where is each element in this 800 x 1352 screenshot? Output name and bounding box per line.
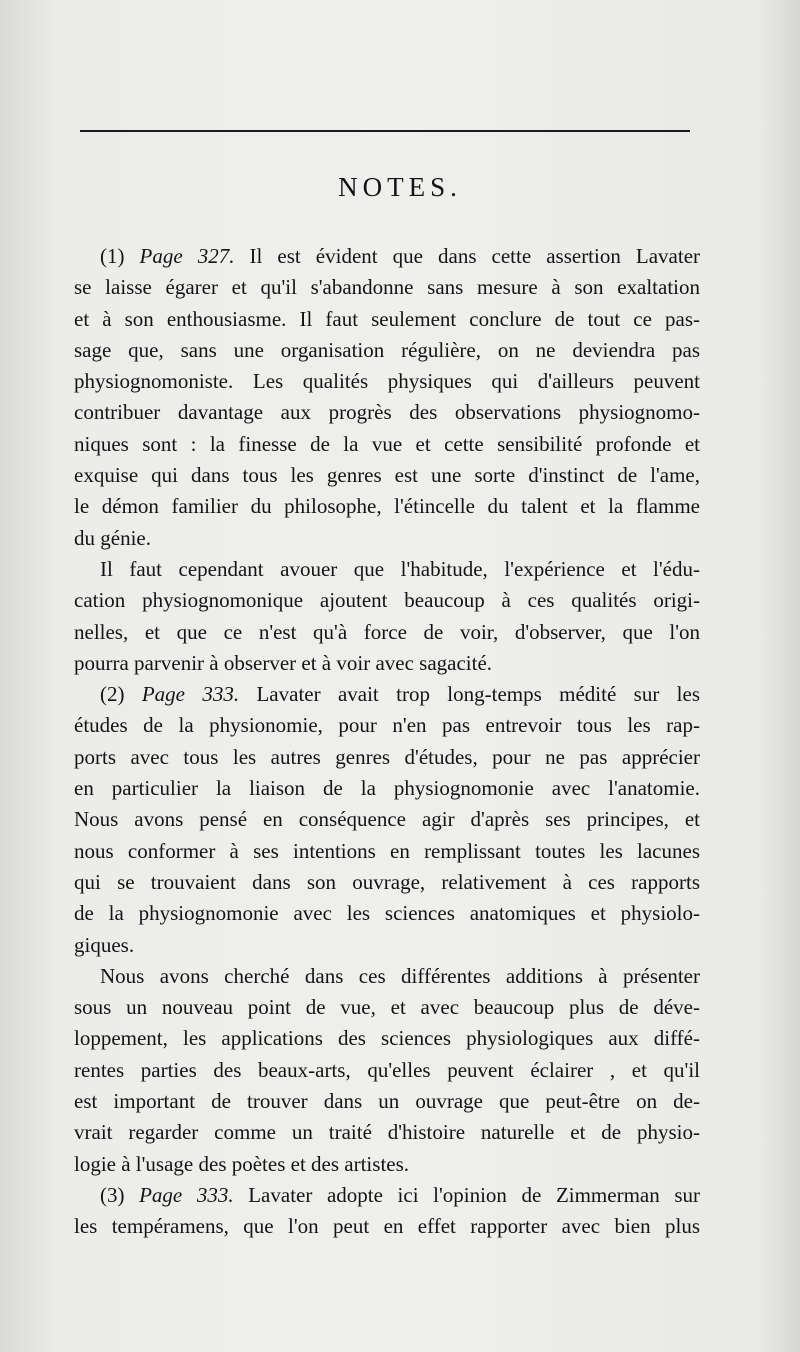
header-rule (80, 130, 690, 132)
note-line: sous un nouveau point de vue, et avec beaucoup plus de déve- (74, 995, 700, 1020)
note-line: Il faut cependant avouer que l'habitude, l'expérience et l'édu- (100, 556, 700, 581)
note-line: études de la physionomie, pour n'en pas entrevoir tous les rap- (74, 713, 700, 738)
note-line: logie à l'usage des poètes et des artistes. (74, 1151, 410, 1176)
note-line: du génie. (74, 525, 151, 550)
note-line: nous conformer à ses intentions en remplissant toutes les lacunes (74, 838, 700, 863)
note-line: en particulier la liaison de la physiognomonie avec l'anatomie. (74, 776, 700, 801)
note-line: les tempéramens, que l'on peut en effet rapporter avec bien plus (74, 1214, 700, 1239)
note-line: niques sont : la finesse de la vue et cette sensibilité profonde et (74, 431, 700, 456)
note-line: vrait regarder comme un traité d'histoire naturelle et de physio- (74, 1120, 700, 1145)
page-title: NOTES. (338, 172, 462, 202)
note-page-ref: Page 333. (139, 1182, 234, 1207)
note-line: giques. (74, 932, 135, 957)
notes-body (74, 241, 700, 1243)
note-page-ref: Page 327. (139, 244, 235, 268)
note-line (74, 241, 700, 272)
note-line: Nous avons pensé en conséquence agir d'après ses principes, et (74, 807, 700, 832)
note-2 (74, 679, 700, 1180)
note-number: (3) (100, 1182, 125, 1207)
note-line: pourra parvenir à observer et à voir avec sagacité. (74, 650, 493, 675)
note-line: est important de trouver dans un ouvrage que peut-être on de- (74, 1089, 700, 1114)
note-page-ref: Page 333. (141, 682, 240, 707)
note-line: cation physiognomonique ajoutent beaucoup à ces qualités origi- (74, 588, 700, 613)
note-line: de la physiognomonie avec les sciences anatomiques et physiolo- (74, 901, 700, 926)
note-line: qui se trouvaient dans son ouvrage, relativement à ces rapports (74, 869, 700, 894)
note-line: contribuer davantage aux progrès des observations physiognomo- (74, 400, 700, 425)
note-line: se laisse égarer et qu'il s'abandonne sans mesure à son exaltation (74, 275, 700, 300)
note-line: le démon familier du philosophe, l'étincelle du talent et la flamme (74, 494, 700, 519)
note-text: Lavater avait trop long-temps médité sur les (256, 682, 701, 707)
note-1 (74, 241, 700, 679)
note-text: Il est évident que dans cette assertion Lavater (249, 244, 701, 268)
note-text: Lavater adopte ici l'opinion de Zimmerman sur (248, 1182, 701, 1207)
note-number: (1) (100, 244, 125, 268)
note-line: exquise qui dans tous les genres est une sorte d'instinct de l'ame, (74, 463, 700, 488)
note-line (74, 1180, 700, 1211)
note-line: ports avec tous les autres genres d'études, pour ne pas apprécier (74, 744, 700, 769)
note-3 (74, 1180, 700, 1243)
note-line: physiognomoniste. Les qualités physiques qui d'ailleurs peuvent (74, 369, 700, 394)
note-number: (2) (100, 682, 125, 707)
note-line: nelles, et que ce n'est qu'à force de voir, d'observer, que l'on (74, 619, 700, 644)
note-line: Nous avons cherché dans ces différentes additions à présenter (100, 963, 700, 988)
note-line (74, 679, 700, 710)
note-line: sage que, sans une organisation régulière, on ne deviendra pas (74, 337, 700, 362)
note-line: rentes parties des beaux-arts, qu'elles peuvent éclairer , et qu'il (74, 1057, 700, 1082)
note-line: et à son enthousiasme. Il faut seulement conclure de tout ce pas- (74, 306, 700, 331)
note-line: loppement, les applications des sciences physiologiques aux diffé- (74, 1026, 700, 1051)
